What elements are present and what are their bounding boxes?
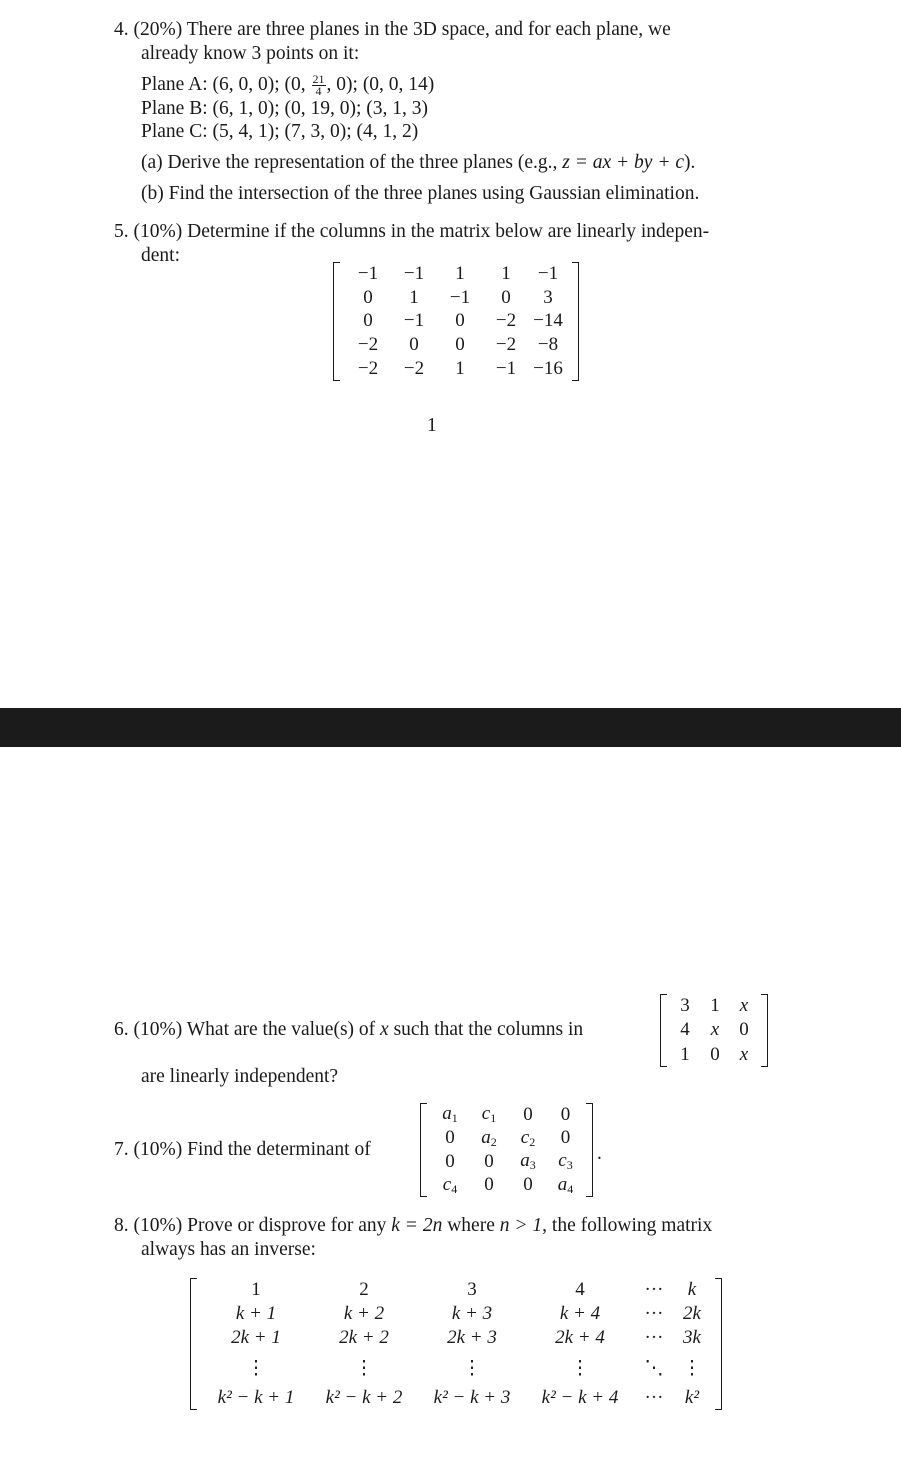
matrix-cell: k + 2 [343, 1303, 385, 1324]
q4-part-a-pre: (a) Derive the representation of the three planes (e.g., [141, 152, 563, 173]
q6-matrix-table [670, 994, 758, 1067]
matrix-cell: −1 [357, 262, 379, 284]
matrix-cell: 1 [455, 358, 465, 380]
matrix-cell: 0 [523, 1174, 533, 1196]
matrix-cell: 1 [251, 1279, 261, 1300]
matrix-cell: k [687, 1279, 697, 1300]
matrix-row [202, 1326, 710, 1350]
q6-text2: such that the columns in [388, 1019, 584, 1040]
matrix-row [345, 333, 567, 357]
matrix-row [202, 1302, 710, 1326]
matrix-left-bracket [190, 1278, 197, 1410]
q8-line2: always has an inverse: [141, 1239, 316, 1260]
matrix-cell: k + 1 [235, 1303, 277, 1324]
matrix-cell: 0 [455, 310, 465, 332]
q4-part-a-post: ). [684, 152, 696, 173]
matrix-cell: k² − k + 1 [217, 1387, 295, 1408]
q4-line2: already know 3 points on it: [141, 43, 360, 64]
matrix-row [430, 1174, 583, 1198]
matrix-cell: 2 [359, 1279, 369, 1300]
q5-matrix-table [345, 262, 567, 381]
q4-plane-a-label: Plane A: [141, 74, 213, 95]
fraction-denominator: 4 [315, 84, 322, 99]
matrix-cell: 0 [409, 334, 419, 356]
q8-line1 [114, 1214, 712, 1238]
matrix-cell: 3k [683, 1327, 701, 1348]
matrix-cell: 0 [523, 1103, 533, 1125]
matrix-cell: 0 [363, 310, 373, 332]
matrix-cell: −2 [357, 334, 379, 356]
matrix-cell: ··· [644, 1279, 664, 1300]
matrix-cell: k² − k + 4 [541, 1387, 619, 1408]
matrix-cell: $a_1$ [442, 1103, 458, 1126]
matrix-cell: $a_4$ [557, 1173, 574, 1196]
matrix-cell: 0 [484, 1174, 494, 1196]
matrix-cell: −1 [495, 358, 517, 380]
matrix-row [430, 1103, 583, 1127]
matrix-cell: 2k + 4 [555, 1327, 605, 1348]
matrix-cell: 3 [680, 995, 690, 1017]
matrix-right-bracket [586, 1103, 593, 1197]
matrix-row [430, 1150, 583, 1174]
matrix-cell: ⋮ [570, 1357, 590, 1379]
matrix-cell: 0 [501, 286, 511, 308]
matrix-right-bracket [715, 1278, 722, 1410]
matrix-cell: −2 [495, 310, 517, 332]
q4-plane-a-fraction [312, 74, 326, 97]
q7-text: 7. (10%) Find the determinant of [114, 1139, 371, 1160]
matrix-cell: $c_4$ [442, 1173, 458, 1196]
q8-line1-pre: 8. (10%) Prove or disprove for any [114, 1215, 392, 1236]
q4-part-a [141, 151, 695, 175]
matrix-cell: x [710, 1019, 720, 1041]
matrix-cell: ⋮ [354, 1357, 374, 1379]
matrix-row [345, 310, 567, 334]
matrix-cell: −2 [495, 334, 517, 356]
matrix-cell: −1 [449, 286, 471, 308]
q8-line1-mid: where [442, 1215, 500, 1236]
q4-plane-c: Plane C: (5, 4, 1); (7, 3, 0); (4, 1, 2) [141, 121, 419, 142]
matrix-cell: 2k [683, 1303, 701, 1324]
q4-plane-a-pre: (6, 0, 0); (0, [212, 74, 311, 95]
matrix-cell: −14 [533, 310, 563, 332]
matrix-cell: 0 [560, 1127, 571, 1149]
matrix-cell: ··· [644, 1387, 664, 1408]
matrix-cell: 2k + 1 [231, 1327, 281, 1348]
matrix-cell: 1 [409, 286, 419, 308]
matrix-cell: 1 [501, 262, 511, 284]
matrix-cell: −2 [357, 358, 379, 380]
matrix-cell: k² − k + 3 [433, 1387, 511, 1408]
matrix-row [670, 1018, 758, 1042]
q6-text: 6. (10%) What are the value(s) of [114, 1019, 381, 1040]
matrix-cell: 0 [739, 1019, 749, 1041]
matrix-cell: 1 [455, 262, 465, 284]
matrix-cell: −16 [533, 358, 563, 380]
q4-plane-a-post: , 0); (0, 0, 14) [326, 74, 435, 95]
matrix-cell: 0 [363, 286, 373, 308]
matrix-cell: $c_1$ [481, 1103, 497, 1126]
q5-matrix [333, 262, 579, 381]
matrix-cell: 0 [484, 1150, 494, 1172]
matrix-cell: x [739, 995, 749, 1017]
matrix-cell: 0 [710, 1043, 720, 1065]
q5-line2: dent: [141, 245, 180, 266]
matrix-cell: 0 [455, 334, 465, 356]
matrix-cell: 3 [543, 286, 553, 308]
matrix-left-bracket [333, 262, 340, 381]
matrix-cell: $c_3$ [558, 1150, 573, 1173]
q6-line1 [114, 1018, 583, 1042]
matrix-cell: 0 [445, 1127, 455, 1149]
fraction-numerator: 21 [312, 72, 325, 87]
matrix-cell: 2k + 2 [339, 1327, 389, 1348]
matrix-row [345, 286, 567, 310]
matrix-cell: ··· [644, 1327, 664, 1348]
matrix-cell: 4 [680, 1019, 690, 1041]
q6-matrix [660, 994, 768, 1067]
matrix-cell: k² − k + 2 [325, 1387, 403, 1408]
matrix-cell: −1 [403, 262, 425, 284]
matrix-row [202, 1350, 710, 1386]
page-number: 1 [427, 415, 437, 436]
matrix-row [430, 1127, 583, 1151]
matrix-cell: 4 [575, 1279, 585, 1300]
matrix-cell: ⋮ [462, 1357, 482, 1379]
q8-matrix [190, 1278, 722, 1410]
matrix-cell: −2 [403, 358, 425, 380]
matrix-cell: ⋱ [644, 1357, 664, 1379]
matrix-left-bracket [660, 994, 667, 1067]
q6-var: x [380, 1019, 389, 1040]
q6-line2: are linearly independent? [141, 1066, 339, 1087]
q4-plane-a [141, 73, 434, 97]
matrix-row [345, 262, 567, 286]
q4-line1: 4. (20%) There are three planes in the 3D space, and for each plane, we [114, 19, 671, 40]
matrix-cell: ⋮ [246, 1357, 266, 1379]
matrix-cell: −8 [537, 334, 559, 356]
q4-part-a-formula: z = ax + by + c [562, 152, 685, 173]
matrix-cell: 1 [680, 1043, 690, 1065]
matrix-cell: 0 [560, 1103, 571, 1125]
q8-formula-n: n > 1 [499, 1215, 543, 1236]
matrix-row [345, 357, 567, 381]
matrix-cell: $c_2$ [520, 1126, 536, 1149]
matrix-cell: k + 4 [559, 1303, 601, 1324]
q7-period: . [597, 1143, 602, 1164]
matrix-cell: k + 3 [451, 1303, 493, 1324]
matrix-right-bracket [761, 994, 768, 1067]
matrix-row [670, 1043, 758, 1067]
matrix-cell: 3 [467, 1279, 477, 1300]
matrix-cell: x [739, 1043, 749, 1065]
matrix-cell: 0 [445, 1150, 455, 1172]
matrix-cell: −1 [403, 310, 425, 332]
q4-part-b: (b) Find the intersection of the three planes using Gaussian elimination. [141, 183, 700, 204]
matrix-cell: k² [684, 1387, 700, 1408]
matrix-left-bracket [420, 1103, 427, 1197]
matrix-row [202, 1386, 710, 1410]
q4-plane-b: Plane B: (6, 1, 0); (0, 19, 0); (3, 1, 3) [141, 98, 429, 119]
q7-matrix [420, 1103, 593, 1197]
page-separator-bar [0, 708, 901, 747]
matrix-cell: $a_3$ [520, 1150, 536, 1173]
matrix-right-bracket [572, 262, 579, 381]
q8-line1-post: , the following matrix [542, 1215, 713, 1236]
matrix-row [202, 1278, 710, 1302]
matrix-cell: 2k + 3 [447, 1327, 497, 1348]
matrix-cell: $a_2$ [481, 1126, 497, 1149]
q8-matrix-table [202, 1278, 710, 1410]
matrix-cell: ⋮ [682, 1357, 702, 1379]
matrix-cell: ··· [644, 1303, 664, 1324]
matrix-cell: −1 [537, 262, 559, 284]
q8-formula-k: k = 2n [391, 1215, 443, 1236]
matrix-row [670, 994, 758, 1018]
q7-matrix-table [430, 1103, 583, 1197]
matrix-cell: 1 [710, 995, 720, 1017]
q5-line1: 5. (10%) Determine if the columns in the matrix below are linearly indepen- [114, 221, 710, 242]
